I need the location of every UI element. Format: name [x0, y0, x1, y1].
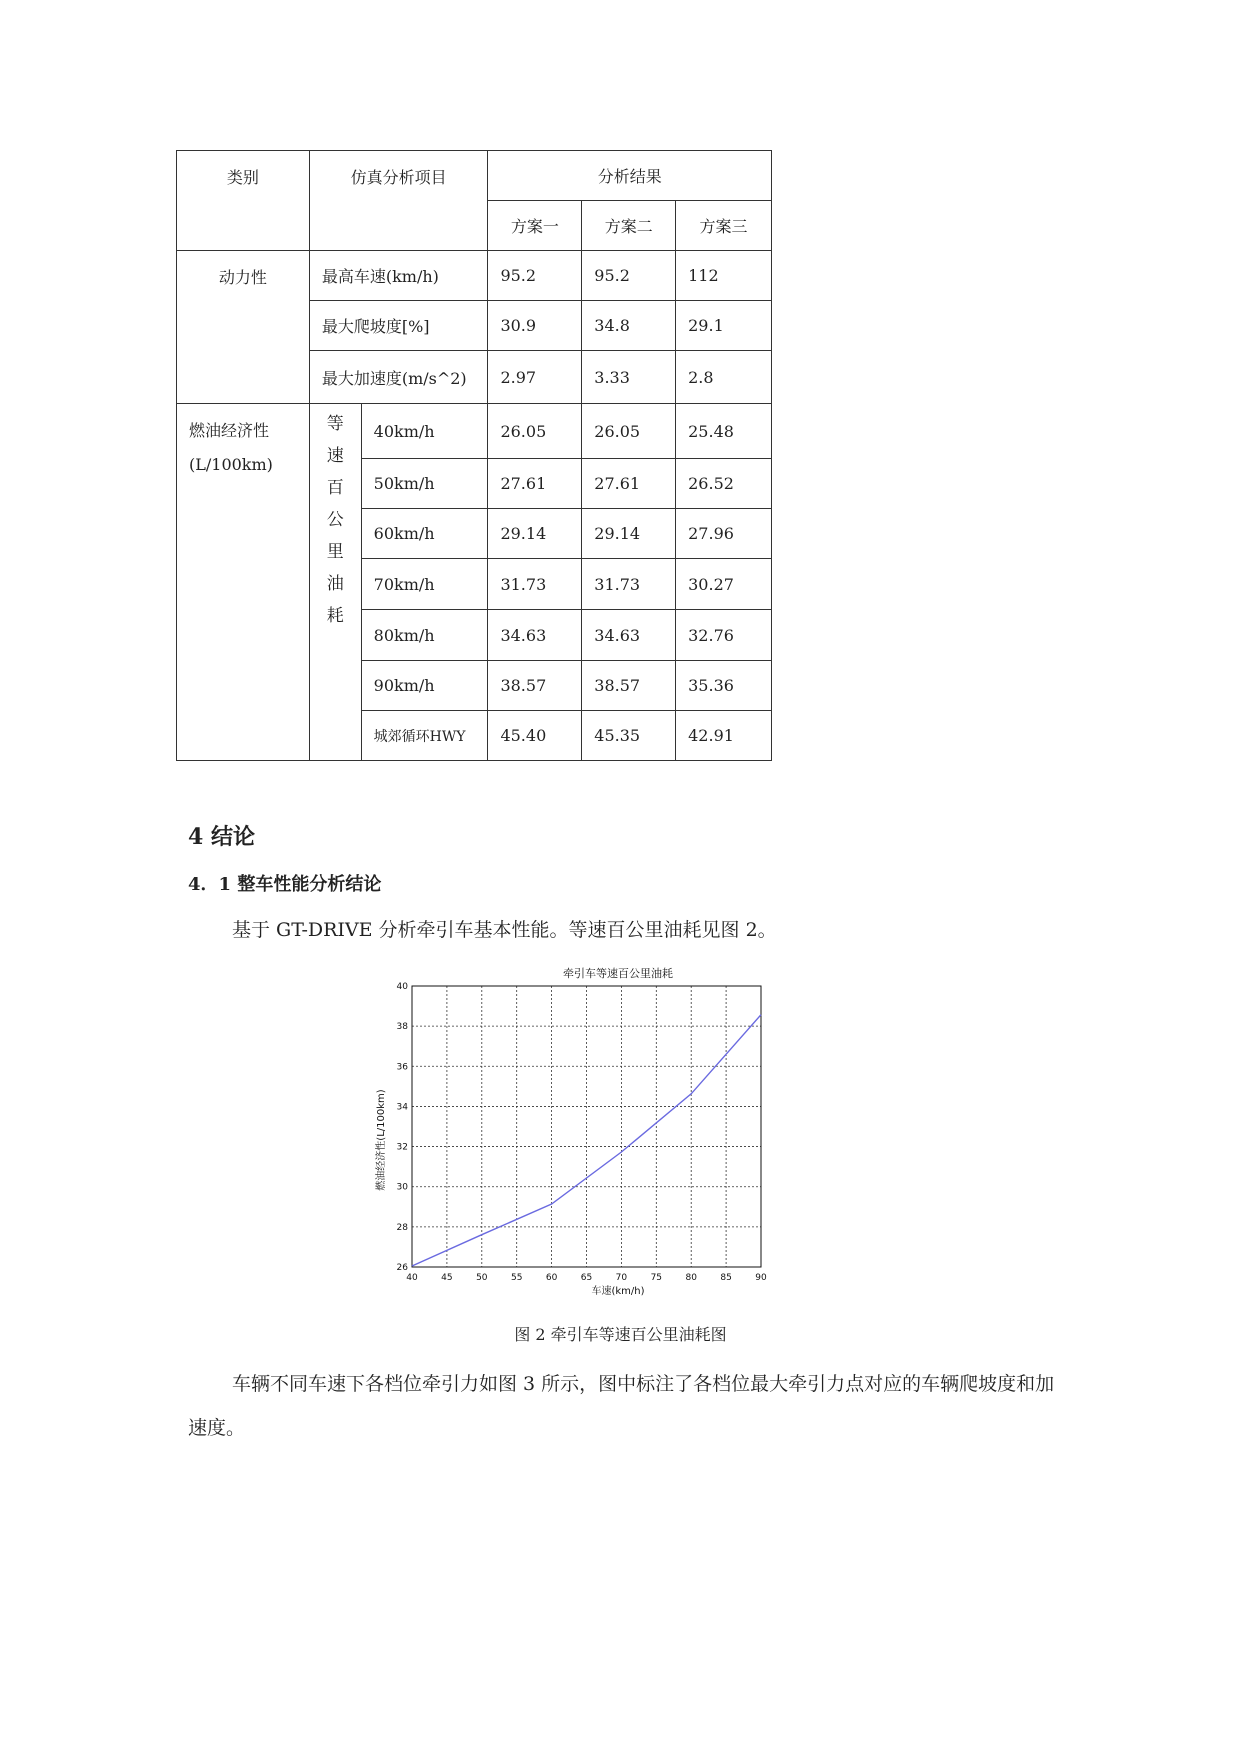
cell-value: 95.2 [582, 251, 676, 301]
x-axis-label: 车速(km/h) [591, 1286, 645, 1297]
cell-value: 35.36 [676, 661, 772, 711]
cell-value: 26.05 [582, 404, 676, 459]
x-tick-label: 90 [755, 1273, 767, 1283]
header-item: 仿真分析项目 [309, 151, 488, 251]
cell-value: 34.63 [582, 610, 676, 661]
row-label: 50km/h [361, 459, 488, 509]
header-plan-2: 方案二 [582, 201, 676, 251]
x-tick-label: 40 [406, 1273, 418, 1283]
x-tick-label: 85 [720, 1273, 732, 1283]
cell-value: 27.61 [582, 459, 676, 509]
cell-value: 34.63 [488, 610, 582, 661]
cell-value: 25.48 [676, 404, 772, 459]
subsection-heading: 4．1 整车性能分析结论 [188, 874, 382, 895]
category-fuel [177, 404, 310, 761]
cell-value: 32.76 [676, 610, 772, 661]
cell-value: 45.35 [582, 711, 676, 761]
cell-value: 27.61 [488, 459, 582, 509]
y-tick-label: 26 [396, 1263, 408, 1273]
cell-value: 31.73 [488, 559, 582, 610]
category-dynamic: 动力性 [177, 251, 310, 404]
cell-value: 38.57 [488, 661, 582, 711]
header-result: 分析结果 [488, 151, 772, 201]
category-fuel-line1: 燃油经济性 [189, 421, 270, 440]
cell-value: 29.14 [582, 509, 676, 559]
row-label: 70km/h [361, 559, 488, 610]
row-label: 最高车速(km/h) [309, 251, 488, 301]
header-plan-1: 方案一 [488, 201, 582, 251]
subcategory-label: 等速百公里油耗 [326, 414, 344, 626]
results-table [176, 150, 772, 761]
cell-value: 27.96 [676, 509, 772, 559]
cell-value: 30.27 [676, 559, 772, 610]
y-tick-label: 34 [396, 1102, 408, 1113]
y-tick-label: 30 [396, 1182, 408, 1193]
header-category: 类别 [177, 151, 310, 251]
row-label: 80km/h [361, 610, 488, 661]
y-tick-label: 32 [396, 1142, 408, 1153]
y-axis-label: 燃油经济性(L/100km) [376, 1089, 387, 1191]
x-tick-label: 55 [510, 1273, 523, 1283]
x-tick-label: 75 [650, 1273, 663, 1283]
table-row [177, 251, 772, 301]
cell-value: 31.73 [582, 559, 676, 610]
row-label: 最大爬坡度[%] [309, 301, 488, 351]
fuel-consumption-chart [372, 962, 774, 1300]
x-tick-label: 65 [580, 1273, 593, 1283]
x-tick-label: 60 [545, 1273, 558, 1283]
y-tick-label: 28 [396, 1222, 408, 1233]
cell-value: 30.9 [488, 301, 582, 351]
chart-title: 牵引车等速百公里油耗 [563, 967, 673, 980]
cell-value: 26.05 [488, 404, 582, 459]
x-tick-label: 70 [615, 1273, 628, 1283]
figure-caption: 图 2 牵引车等速百公里油耗图 [514, 1325, 727, 1344]
cell-value: 26.52 [676, 459, 772, 509]
cell-value: 42.91 [676, 711, 772, 761]
cell-value: 38.57 [582, 661, 676, 711]
chart-background [372, 962, 774, 1300]
cell-value: 34.8 [582, 301, 676, 351]
row-label: 城郊循环HWY [361, 711, 488, 761]
header-plan-3: 方案三 [676, 201, 772, 251]
cell-value: 29.1 [676, 301, 772, 351]
table-row [177, 404, 772, 459]
row-label: 90km/h [361, 661, 488, 711]
row-label: 60km/h [361, 509, 488, 559]
y-tick-label: 36 [396, 1062, 408, 1073]
cell-value: 112 [676, 251, 772, 301]
row-label: 40km/h [361, 404, 488, 459]
x-tick-label: 45 [441, 1273, 453, 1283]
x-tick-label: 50 [476, 1273, 488, 1283]
y-tick-label: 38 [396, 1022, 408, 1033]
paragraph-1: 基于 GT-DRIVE 分析牵引车基本性能。等速百公里油耗见图 2。 [232, 919, 777, 941]
section-heading: 4 结论 [188, 824, 255, 850]
y-tick-label: 40 [396, 982, 408, 992]
x-tick-label: 80 [685, 1273, 697, 1283]
cell-value: 95.2 [488, 251, 582, 301]
paragraph-2: 车辆不同车速下各档位牵引力如图 3 所示，图中标注了各档位最大牵引力点对应的车辆爬坡度和加速度。 [188, 1373, 1055, 1439]
cell-value: 3.33 [582, 351, 676, 404]
cell-value: 2.8 [676, 351, 772, 404]
cell-value: 45.40 [488, 711, 582, 761]
row-label: 最大加速度(m/s^2) [309, 351, 488, 404]
cell-value: 29.14 [488, 509, 582, 559]
subcategory-fuel [309, 404, 361, 761]
category-fuel-line2: (L/100km) [189, 455, 273, 474]
cell-value: 2.97 [488, 351, 582, 404]
